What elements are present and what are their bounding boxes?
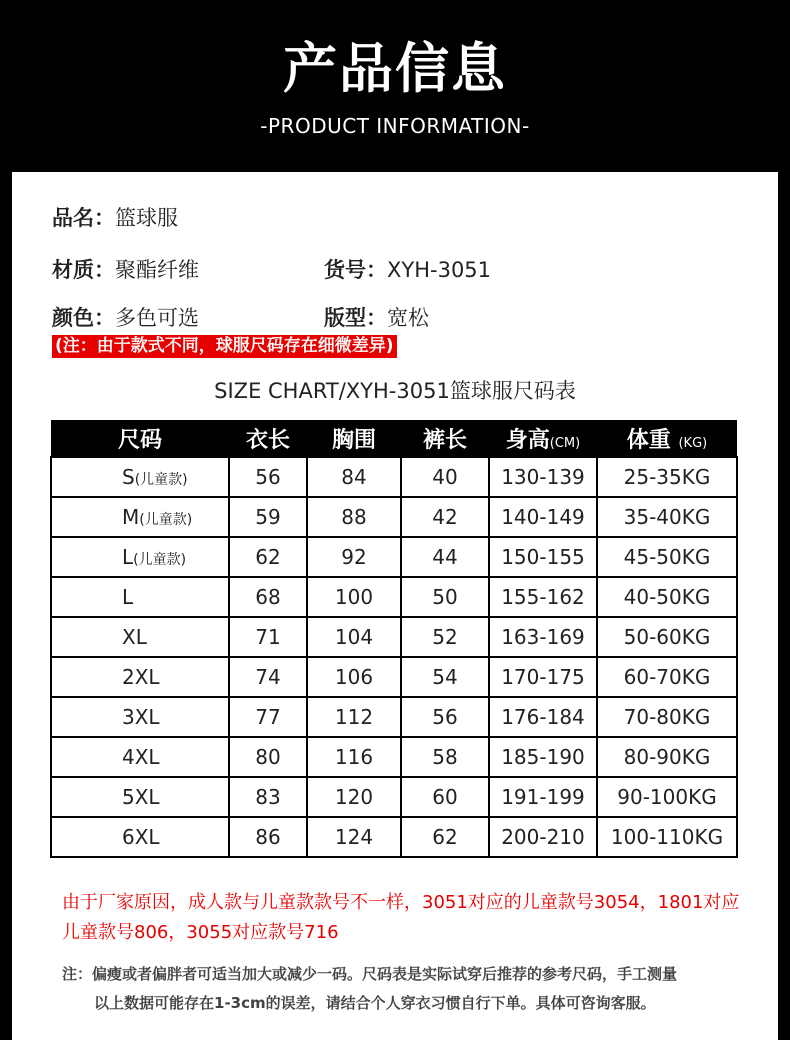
header-size: 尺码 (51, 420, 229, 457)
cell-weight: 50-60KG (597, 617, 737, 657)
cell-height: 170-175 (489, 657, 597, 697)
cell-height: 140-149 (489, 497, 597, 537)
page-title: 产品信息 (283, 37, 507, 100)
cell-pants: 42 (401, 497, 489, 537)
cell-pants: 54 (401, 657, 489, 697)
cell-height: 176-184 (489, 697, 597, 737)
material-value: 聚酯纤维 (115, 258, 199, 282)
cell-size: 5XL (51, 777, 229, 817)
cell-weight: 60-70KG (597, 657, 737, 697)
cell-weight: 90-100KG (597, 777, 737, 817)
cell-weight: 80-90KG (597, 737, 737, 777)
model-number-note: 由于厂家原因，成人款与儿童款款号不一样，3051对应的儿童款号3054，1801对应儿童款号806，3055对应款号716 (62, 892, 740, 943)
cell-pants: 58 (401, 737, 489, 777)
cell-pants: 52 (401, 617, 489, 657)
header-banner (0, 0, 790, 172)
sku-label: 货号： (324, 258, 387, 282)
material-label: 材质： (52, 258, 115, 282)
header-weight: 体重 (KG) (597, 420, 737, 457)
cell-length: 68 (229, 577, 307, 617)
cell-pants: 50 (401, 577, 489, 617)
cell-height: 155-162 (489, 577, 597, 617)
product-fit (324, 302, 429, 332)
cell-weight: 70-80KG (597, 697, 737, 737)
product-name-label: 品名： (52, 206, 115, 230)
color-value: 多色可选 (115, 306, 199, 330)
cell-chest: 92 (307, 537, 401, 577)
product-color (52, 302, 199, 332)
cell-height: 185-190 (489, 737, 597, 777)
cell-size: L(儿童款) (51, 537, 229, 577)
product-name-value: 篮球服 (115, 206, 178, 230)
measurement-note-line2: 以上数据可能存在1-3cm的误差，请结合个人穿衣习惯自行下单。具体可咨询客服。 (94, 994, 656, 1012)
table-row (51, 457, 737, 497)
product-name (52, 202, 178, 232)
cell-size: XL (51, 617, 229, 657)
product-sku (324, 254, 491, 284)
cell-weight: 35-40KG (597, 497, 737, 537)
cell-chest: 100 (307, 577, 401, 617)
cell-length: 86 (229, 817, 307, 857)
table-row (51, 537, 737, 577)
cell-chest: 124 (307, 817, 401, 857)
table-row (51, 497, 737, 537)
cell-size: M(儿童款) (51, 497, 229, 537)
cell-length: 83 (229, 777, 307, 817)
cell-length: 62 (229, 537, 307, 577)
table-row (51, 577, 737, 617)
cell-height: 163-169 (489, 617, 597, 657)
cell-size: 3XL (51, 697, 229, 737)
cell-weight: 100-110KG (597, 817, 737, 857)
table-row (51, 817, 737, 857)
cell-weight: 40-50KG (597, 577, 737, 617)
measurement-note (62, 960, 762, 1018)
table-row (51, 697, 737, 737)
cell-size: 4XL (51, 737, 229, 777)
product-material (52, 254, 199, 284)
color-label: 颜色： (52, 306, 115, 330)
cell-length: 77 (229, 697, 307, 737)
cell-weight: 25-35KG (597, 457, 737, 497)
table-row (51, 617, 737, 657)
cell-chest: 112 (307, 697, 401, 737)
page-subtitle: -PRODUCT INFORMATION- (260, 114, 530, 138)
cell-length: 59 (229, 497, 307, 537)
cell-length: 71 (229, 617, 307, 657)
cell-length: 80 (229, 737, 307, 777)
measurement-note-line1: 注：偏瘦或者偏胖者可适当加大或减少一码。尺码表是实际试穿后推荐的参考尺码，手工测量 (62, 965, 678, 983)
fit-value: 宽松 (387, 306, 429, 330)
sku-value: XYH-3051 (387, 258, 492, 282)
cell-pants: 56 (401, 697, 489, 737)
cell-pants: 60 (401, 777, 489, 817)
cell-chest: 120 (307, 777, 401, 817)
table-row (51, 777, 737, 817)
cell-size: S(儿童款) (51, 457, 229, 497)
size-chart-title: SIZE CHART/XYH-3051篮球服尺码表 (214, 379, 576, 403)
cell-length: 56 (229, 457, 307, 497)
table-row (51, 657, 737, 697)
cell-pants: 44 (401, 537, 489, 577)
fit-label: 版型： (324, 306, 387, 330)
size-chart-table (50, 420, 738, 858)
table-row (51, 737, 737, 777)
cell-weight: 45-50KG (597, 537, 737, 577)
cell-chest: 88 (307, 497, 401, 537)
cell-height: 150-155 (489, 537, 597, 577)
header-chest: 胸围 (307, 420, 401, 457)
cell-height: 130-139 (489, 457, 597, 497)
cell-chest: 116 (307, 737, 401, 777)
header-height: 身高(CM) (489, 420, 597, 457)
cell-pants: 40 (401, 457, 489, 497)
cell-size: 2XL (51, 657, 229, 697)
cell-chest: 104 (307, 617, 401, 657)
cell-size: L (51, 577, 229, 617)
cell-chest: 84 (307, 457, 401, 497)
size-difference-warning: (注：由于款式不同，球服尺码存在细微差异) (52, 335, 397, 358)
header-pants-length: 裤长 (401, 420, 489, 457)
cell-size: 6XL (51, 817, 229, 857)
cell-pants: 62 (401, 817, 489, 857)
cell-chest: 106 (307, 657, 401, 697)
cell-length: 74 (229, 657, 307, 697)
cell-height: 191-199 (489, 777, 597, 817)
cell-height: 200-210 (489, 817, 597, 857)
size-chart-header-row (51, 420, 737, 457)
header-length: 衣长 (229, 420, 307, 457)
info-panel (12, 172, 778, 1040)
